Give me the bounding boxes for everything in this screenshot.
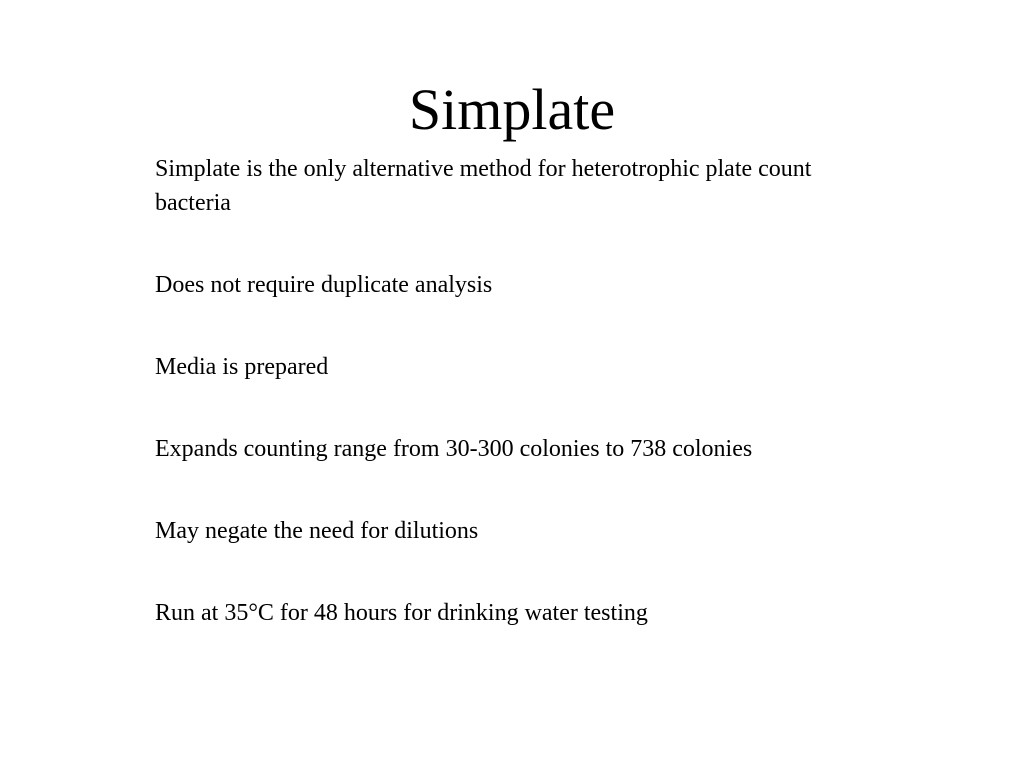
bullet-list — [155, 152, 855, 630]
bullet-item: May negate the need for dilutions — [155, 518, 479, 544]
bullet-item: Simplate is the only alternative method for heterotrophic plate count bacteria — [155, 156, 812, 216]
bullet-item: Media is prepared — [155, 354, 329, 380]
bullet-item: Does not require duplicate analysis — [155, 272, 493, 298]
bullet-item: Run at 35°C for 48 hours for drinking water testing — [155, 600, 648, 626]
slide-title: Simplate — [408, 77, 616, 142]
bullet-item: Expands counting range from 30-300 colonies to 738 colonies — [155, 436, 753, 462]
